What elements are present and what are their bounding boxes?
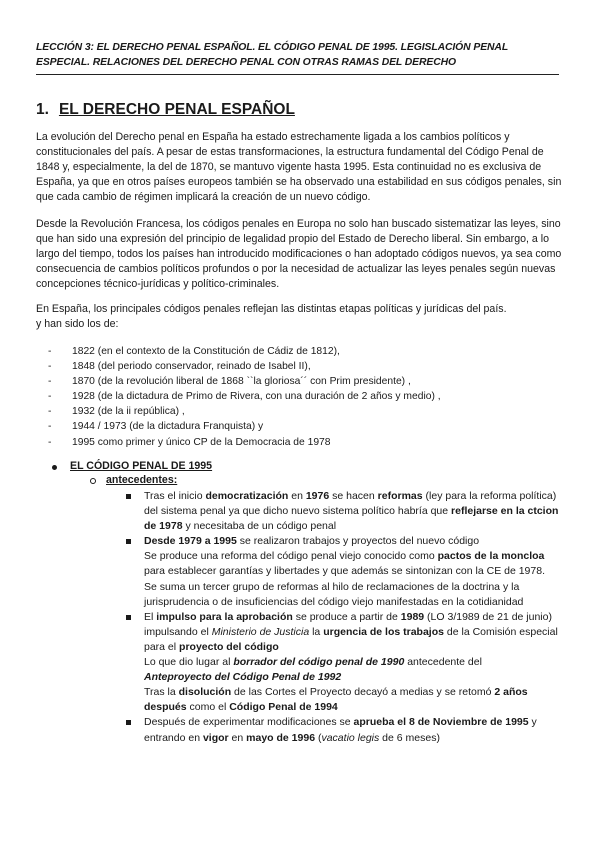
list-item: - 1870 (de la revolución liberal de 1868 ``la gloriosa´´ con Prim presidente) ,	[48, 374, 441, 389]
list-item-impulso	[126, 610, 566, 716]
text-run: Lo que dio lugar al	[144, 656, 234, 669]
list-item: - 1995 como primer y único CP de la Democracia de 1978	[48, 435, 441, 450]
list-item-aprobacion	[126, 715, 566, 745]
paragraph-spain-codes-b: y han sido los de:	[36, 318, 119, 330]
text-run: Después de experimentar modificaciones se	[144, 716, 354, 729]
text-italic: Ministerio de Justicia	[211, 625, 310, 638]
paragraph-revolution: Desde la Revolución Francesa, los códigos penales en Europa no solo han buscado sistematizar las leyes, sino que han sido una expresión del principio de legalidad propio del Estado de Derecho liberal. Sin embargo, a lo largo del tiempo, todos los países han introducido modificaciones o han adoptado códigos nuevos, ya sea como consecuencia de cambios políticos profundos o por la necesidad de actualizar las leyes penales según nuevas concepciones técnico-jurídicas y político-criminales.	[36, 218, 562, 290]
text-bold: Código Penal de 1994	[229, 701, 338, 714]
text-run: antecedente del	[404, 656, 482, 669]
subsection-antecedentes	[92, 474, 177, 486]
text-run: de la Comisión especial para el	[144, 625, 558, 653]
text-run: para establecer garantías y libertades y que además se sintonizan con la CE de 1978.	[144, 565, 545, 578]
text-run: se produce a partir de	[292, 610, 401, 623]
list-item: - 1848 (del periodo conservador, reinado de Isabel II),	[48, 359, 441, 374]
text-bold: pactos de la moncloa	[437, 550, 545, 563]
section-title: EL CÓDIGO PENAL DE 1995	[70, 460, 213, 472]
text-bold: proyecto del código	[179, 640, 279, 653]
bullet-icon	[52, 465, 57, 470]
antecedentes-list	[126, 489, 566, 746]
text-bold: Desde 1979 a 1995	[144, 535, 237, 548]
text-bold: reflejarse en la ctcion de 1978	[144, 505, 559, 533]
text-run: como el	[186, 701, 230, 714]
text-run: Tras el inicio	[144, 490, 206, 502]
list-item: - 1944 / 1973 (de la dictadura Franquista) y	[48, 419, 441, 434]
list-item: - 1928 (de la dictadura de Primo de Rivera, con una duración de 2 años y medio) ,	[48, 389, 441, 404]
subsection-title: antecedentes:	[106, 474, 178, 486]
text-run: en	[228, 731, 247, 744]
text-italic: vacatio legis	[321, 731, 380, 744]
text-bold: aprueba el 8 de Noviembre de 1995	[353, 716, 529, 729]
text-run: y necesitaba de un código penal	[182, 520, 337, 533]
header-divider	[36, 74, 559, 75]
paragraph-spain-codes-a: En España, los principales códigos penales reflejan las distintas etapas políticas y jurídicas del país.	[36, 303, 507, 315]
header-line-1: LECCIÓN 3: EL DERECHO PENAL ESPAÑOL. EL CÓDIGO PENAL DE 1995. LEGISLACIÓN PENAL	[36, 42, 509, 53]
text-run: (	[315, 731, 322, 744]
text-run: y entrando en	[144, 716, 537, 744]
lesson-header	[36, 40, 566, 70]
text-bold: reformas	[377, 490, 423, 502]
section-cp-1995	[56, 460, 212, 472]
text-bold-italic: borrador del código penal de 1990	[233, 656, 405, 669]
text-run: (LO 3/1989 de 21 de junio) impulsando el	[144, 610, 552, 638]
paragraph-spain-codes	[36, 302, 564, 332]
circle-bullet-icon	[90, 478, 96, 484]
section-heading	[36, 101, 295, 119]
text-bold: impulso para la aprobación	[156, 610, 293, 623]
text-run: se realizaron trabajos y proyectos del nuevo código	[236, 535, 480, 548]
text-run: Se suma un tercer grupo de reformas al hilo de reclamaciones de la doctrina y la jurisprudencia o de insuficiencias del código viejo manifestadas en la cotidianidad	[144, 580, 524, 608]
codes-list	[48, 344, 441, 450]
square-bullet-icon	[126, 494, 131, 499]
list-item: - 1822 (en el contexto de la Constitución de Cádiz de 1812),	[48, 344, 441, 359]
text-run: de 6 meses)	[379, 731, 440, 744]
header-line-2: ESPECIAL. RELACIONES DEL DERECHO PENAL CON OTRAS RAMAS DEL DERECHO	[36, 57, 457, 68]
heading-title: EL DERECHO PENAL ESPAÑOL	[58, 101, 295, 118]
text-bold: vigor	[202, 731, 229, 744]
text-bold: 1976	[305, 490, 330, 502]
text-bold: 2 años después	[144, 686, 528, 714]
heading-number: 1.	[36, 101, 49, 118]
text-run: (ley para la reforma política) del sistema penal ya que dicho nuevo sistema político habría que	[144, 490, 557, 518]
text-bold: democratización	[205, 490, 289, 502]
text-run: en	[288, 490, 306, 502]
text-run: El	[144, 610, 157, 623]
text-run: Tras la	[144, 686, 179, 699]
square-bullet-icon	[126, 720, 131, 725]
text-bold-italic: Anteproyecto del Código Penal de 1992	[144, 671, 342, 684]
text-run: se hacen	[329, 490, 378, 502]
text-bold: urgencia de los trabajos	[323, 625, 444, 638]
list-item-1979-1995	[126, 534, 566, 609]
text-bold: 1989	[400, 610, 425, 623]
text-run: Se produce una reforma del código penal viejo conocido como	[144, 550, 438, 563]
text-run: de las Cortes el Proyecto decayó a medias y se retomó	[231, 686, 495, 699]
square-bullet-icon	[126, 539, 131, 544]
square-bullet-icon	[126, 615, 131, 620]
text-bold: disolución	[178, 686, 232, 699]
text-bold: mayo de 1996	[246, 731, 316, 744]
paragraph-evolution: La evolución del Derecho penal en España ha estado estrechamente ligada a los cambios políticos y constitucionales del país. A pesar de estas transformaciones, la estructura fundamental del Código Penal de 1848 y, especialmente, la del de 1870, se mantuvo vigente hasta 1995. Esta continuidad no es exclusiva de España, ya que en otros países europeos también se ha observado una estabilidad en sus códigos penales, sin que cada cambio de régimen implicará la creación de un nuevo código.	[36, 131, 562, 203]
list-item: - 1932 (de la ii república) ,	[48, 404, 441, 419]
text-run: la	[309, 625, 324, 638]
list-item-democratizacion	[126, 489, 566, 534]
